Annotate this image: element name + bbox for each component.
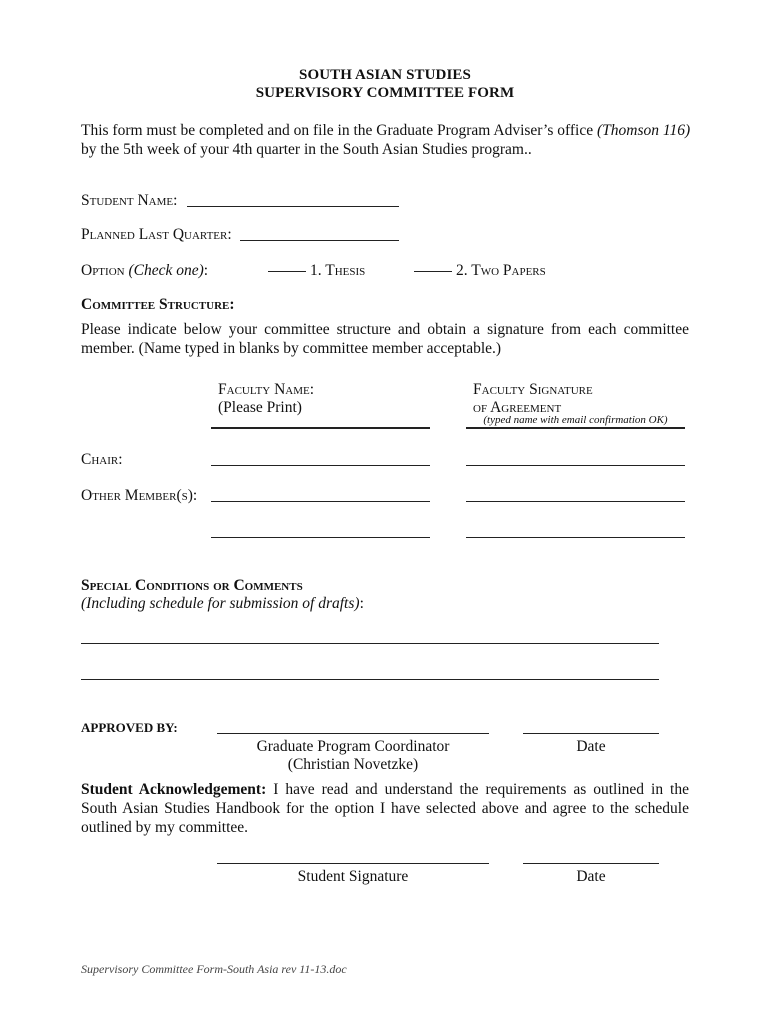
chair-label: Chair: (81, 451, 123, 468)
student-name-label: Student Name: (81, 192, 178, 209)
form-title-line1: SOUTH ASIAN STUDIES (299, 67, 471, 83)
member1-name-field[interactable] (211, 501, 430, 502)
faculty-signature-label: Faculty Signature (473, 381, 593, 398)
option-thesis-checkbox[interactable] (268, 261, 365, 280)
intro-paragraph (81, 121, 691, 159)
approval-date-field[interactable] (523, 733, 659, 734)
option-thesis-label: 1. Thesis (310, 262, 366, 279)
special-conditions-hint-row: (Including schedule for submission of drafts): (81, 595, 364, 612)
special-conditions-heading: Special Conditions or Comments (81, 577, 303, 594)
faculty-name-hint: (Please Print) (218, 399, 302, 416)
acknowledgement-text: I have read and understand the requirements as outlined in the South Asian Studies Handbook for the option I have selected above and agree to the schedule outlined by my committee. (81, 781, 689, 836)
approval-date-label: Date (576, 738, 606, 755)
coordinator-title: Graduate Program Coordinator (256, 738, 450, 755)
intro-text-before: This form must be completed and on file in the Graduate Program Adviser’s office (81, 122, 597, 139)
faculty-name-header-rule (211, 427, 430, 429)
chair-name-field[interactable] (211, 465, 430, 466)
option-two-papers-label: 2. Two Papers (456, 262, 546, 279)
member2-name-field[interactable] (211, 537, 430, 538)
student-date-field[interactable] (523, 863, 659, 864)
form-title-line2: SUPERVISORY COMMITTEE FORM (255, 85, 515, 101)
option-label: Option (81, 262, 125, 279)
chair-signature-field[interactable] (466, 465, 685, 466)
option-row: Option (Check one): (81, 262, 209, 279)
planned-last-quarter-label: Planned Last Quarter: (81, 226, 232, 243)
special-conditions-hint: (Including schedule for submission of drafts) (81, 595, 360, 612)
student-acknowledgement (81, 780, 689, 837)
document-footer: Supervisory Committee Form-South Asia rev 11-13.doc (81, 962, 347, 976)
intro-text-after: by the 5th week of your 4th quarter in the South Asian Studies program.. (81, 141, 532, 158)
coordinator-signature-field[interactable] (217, 733, 489, 734)
comments-line-1[interactable] (81, 643, 659, 644)
option-hint: (Check one) (128, 262, 204, 279)
other-members-label: Other Member(s): (81, 487, 198, 504)
student-name-field[interactable] (187, 206, 399, 207)
option-two-papers-checkbox[interactable] (414, 261, 546, 280)
approved-by-label: APPROVED BY: (81, 720, 178, 735)
coordinator-name: (Christian Novetzke) (287, 756, 419, 773)
committee-instructions: Please indicate below your committee structure and obtain a signature from each committee member. (Name typed in blanks by committee member acceptable.) (81, 321, 689, 357)
office-location: (Thomson 116) (596, 122, 691, 139)
signature-note: (typed name with email confirmation OK) (483, 414, 668, 426)
committee-structure-heading: Committee Structure: (81, 296, 235, 313)
member1-signature-field[interactable] (466, 501, 685, 502)
faculty-name-label: Faculty Name: (218, 381, 315, 398)
student-date-label: Date (576, 868, 606, 885)
of-agreement-label: of Agreement (473, 399, 562, 416)
acknowledgement-heading: Student Acknowledgement: (81, 781, 267, 798)
student-signature-label: Student Signature (297, 868, 409, 885)
comments-line-2[interactable] (81, 679, 659, 680)
planned-last-quarter-field[interactable] (240, 240, 399, 241)
member2-signature-field[interactable] (466, 537, 685, 538)
faculty-signature-header-rule (466, 427, 685, 429)
student-signature-field[interactable] (217, 863, 489, 864)
